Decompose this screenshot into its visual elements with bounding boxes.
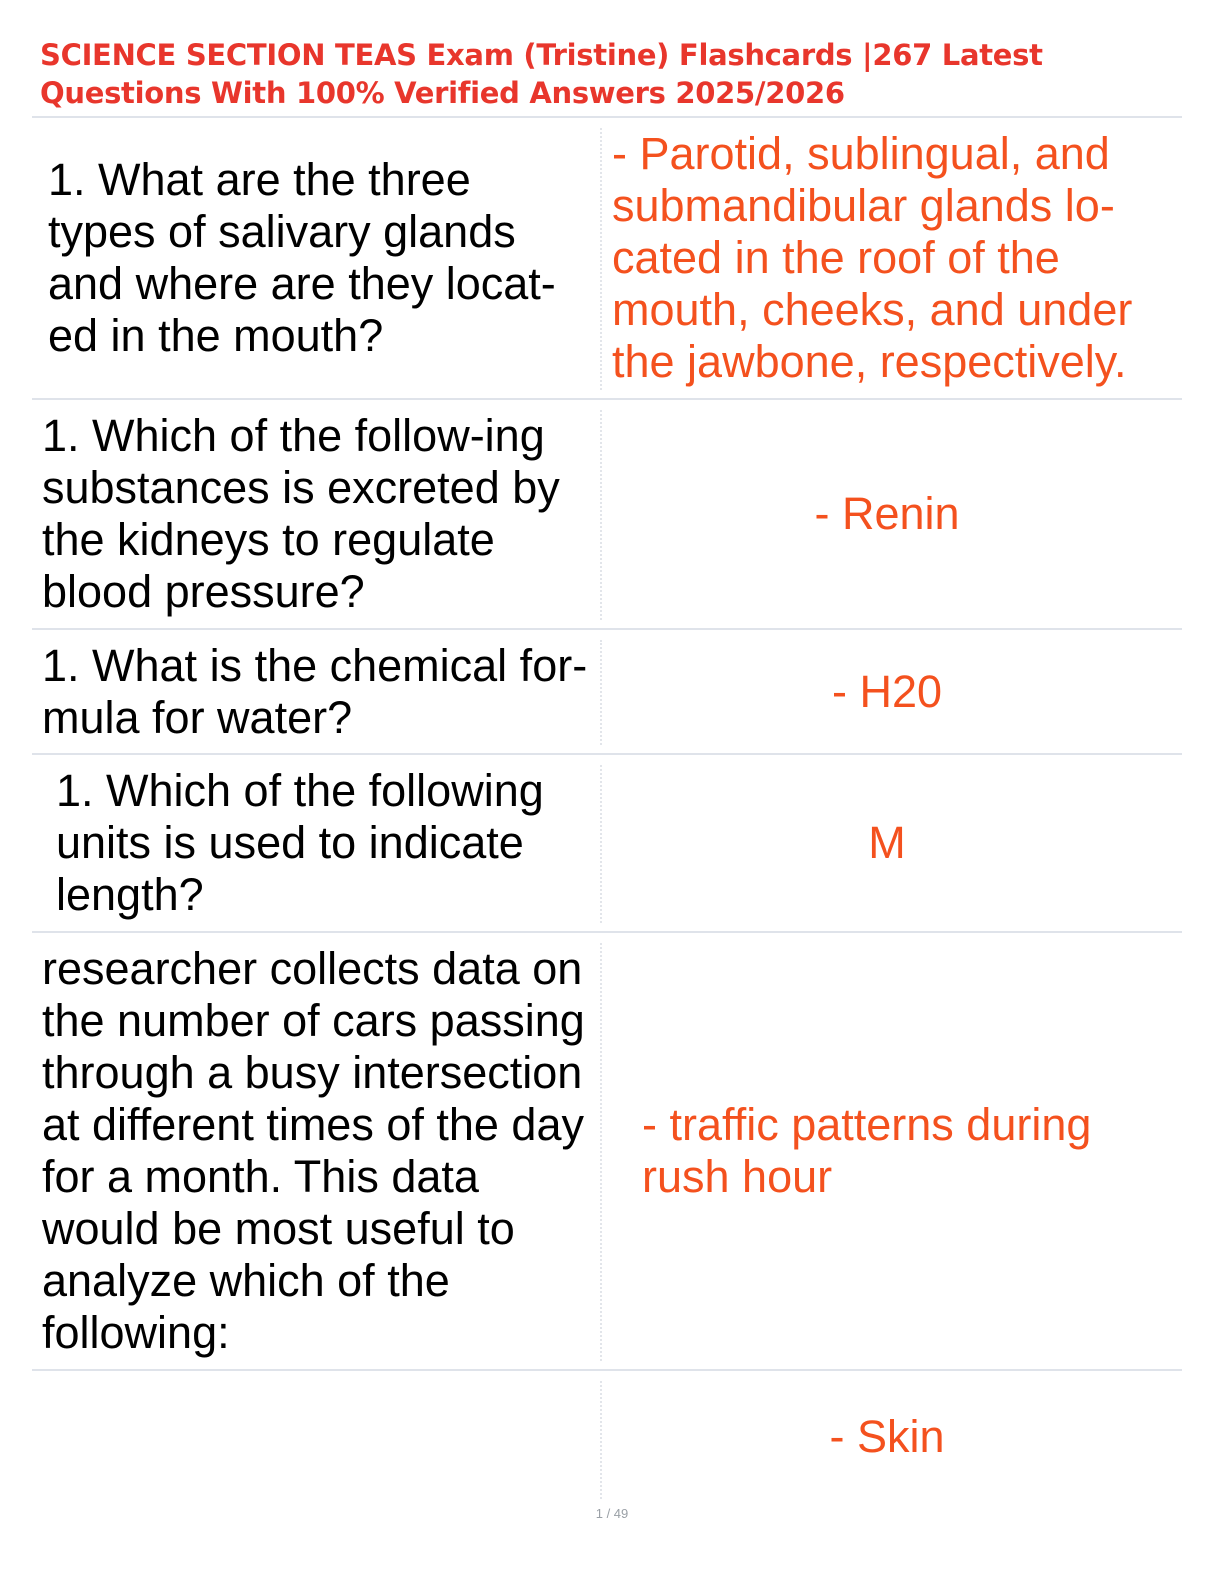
document-title: SCIENCE SECTION TEAS Exam (Tristine) Flashcards |267 Latest Questions With 100% Verified Answers 2025/2026 (40, 38, 1043, 110)
flashcard (32, 400, 1182, 630)
card-question: researcher collects data on the number of cars passing through a busy intersection at different times of the day for a month. This data would be most useful to analyze which of the following: (42, 943, 585, 1358)
card-answer: - H20 (831, 666, 943, 717)
flashcard (32, 1371, 1182, 1499)
card-question: 1. Which of the follow-ing substances is excreted by the kidneys to regulate blood pressure? (42, 410, 560, 617)
card-answer: - Renin (814, 488, 960, 539)
flashcard (32, 630, 1182, 755)
page-indicator: 1 / 49 (595, 1506, 629, 1521)
card-answer: - Skin (829, 1411, 945, 1462)
column-divider (600, 128, 602, 390)
card-answer: - traffic patterns during rush hour (642, 1099, 1092, 1202)
card-question: 1. Which of the following units is used to indicate length? (56, 765, 544, 920)
column-divider (600, 943, 602, 1361)
card-answer: - Parotid, sublingual, and submandibular glands lo-cated in the roof of the mouth, cheeks, and under the jawbone, respectively. (612, 128, 1133, 387)
flashcard (32, 118, 1182, 400)
flashcard (32, 933, 1182, 1371)
card-question: 1. What is the chemical for-mula for water? (42, 640, 588, 743)
card-question: 1. What are the three types of salivary glands and where are they locat-ed in the mouth? (48, 154, 556, 361)
card-answer: M (868, 817, 906, 868)
flashcard (32, 755, 1182, 933)
